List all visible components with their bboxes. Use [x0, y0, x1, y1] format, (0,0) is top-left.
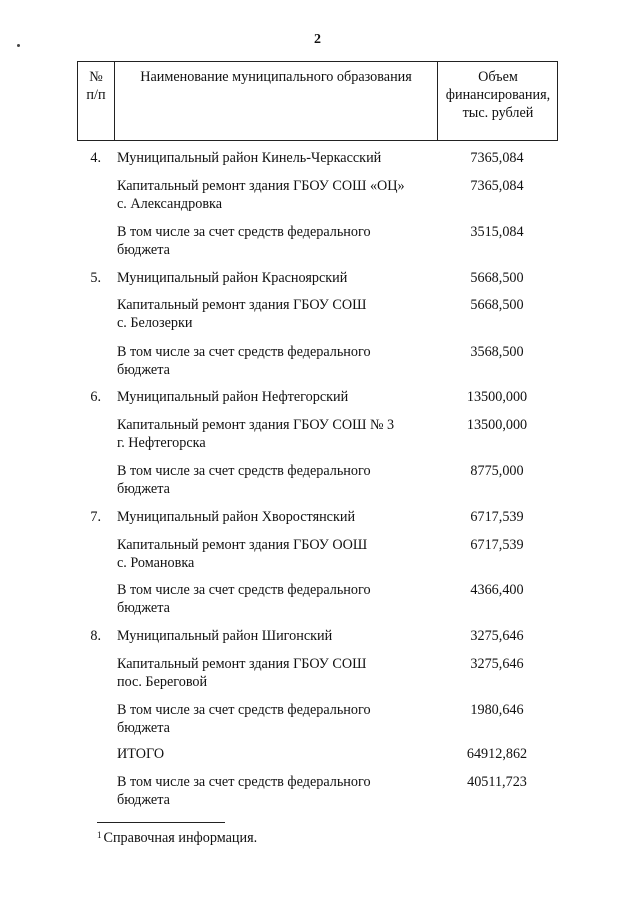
footnote-text: Справочная информация.	[103, 830, 258, 846]
row-value: 3275,646	[470, 628, 524, 644]
row-value: 13500,000	[466, 389, 528, 405]
row-value: 5668,500	[470, 297, 524, 313]
row-number: 4.	[90, 150, 101, 166]
footnote-mark: 1	[97, 830, 102, 840]
row-value: 6717,539	[470, 537, 524, 553]
row-name: Муниципальный район Красноярский	[117, 270, 348, 286]
footnote	[97, 829, 257, 847]
row-name: В том числе за счет средств федерального бюджета	[117, 224, 371, 258]
row-value: 3275,646	[470, 656, 524, 672]
row-name: В том числе за счет средств федерального бюджета	[117, 582, 371, 616]
row-name: В том числе за счет средств федерального бюджета	[117, 463, 371, 497]
page-number: 2	[314, 32, 321, 47]
row-name: Муниципальный район Хворостянский	[117, 509, 356, 525]
table-header	[77, 61, 558, 141]
header-num: № п/п	[86, 69, 106, 103]
row-value: 6717,539	[470, 509, 524, 525]
row-name: Капитальный ремонт здания ГБОУ СОШ «ОЦ» с. Александровка	[117, 178, 405, 212]
row-name: ИТОГО	[117, 746, 165, 762]
row-number: 7.	[90, 509, 101, 525]
row-name: Муниципальный район Шигонский	[117, 628, 333, 644]
row-name: В том числе за счет средств федерального бюджета	[117, 344, 371, 378]
row-value: 13500,000	[466, 417, 528, 433]
row-name: Муниципальный район Нефтегорский	[117, 389, 349, 405]
row-value: 3515,084	[470, 224, 524, 240]
row-number: 8.	[90, 628, 101, 644]
row-value: 5668,500	[470, 270, 524, 286]
row-value: 4366,400	[470, 582, 524, 598]
row-name: В том числе за счет средств федерального бюджета	[117, 774, 371, 808]
row-value: 1980,646	[470, 702, 524, 718]
row-number: 5.	[90, 270, 101, 286]
row-name: Капитальный ремонт здания ГБОУ СОШ с. Белозерки	[117, 297, 367, 331]
row-name: Капитальный ремонт здания ГБОУ СОШ пос. Береговой	[117, 656, 367, 690]
row-value: 7365,084	[470, 150, 524, 166]
row-value: 40511,723	[467, 774, 527, 790]
footnote-rule	[97, 822, 225, 823]
row-name: Капитальный ремонт здания ГБОУ ООШ с. Романовка	[117, 537, 368, 571]
row-name: Капитальный ремонт здания ГБОУ СОШ № 3 г. Нефтегорска	[117, 417, 395, 451]
row-value: 64912,862	[466, 746, 528, 762]
row-value: 8775,000	[470, 463, 524, 479]
row-value: 7365,084	[470, 178, 524, 194]
row-name: В том числе за счет средств федерального бюджета	[117, 702, 371, 736]
row-value: 3568,500	[470, 344, 524, 360]
header-name: Наименование муниципального образования	[140, 69, 412, 85]
row-name: Муниципальный район Кинель-Черкасский	[117, 150, 382, 166]
row-number: 6.	[90, 389, 101, 405]
header-volume: Объем финансирования, тыс. рублей	[445, 69, 551, 121]
